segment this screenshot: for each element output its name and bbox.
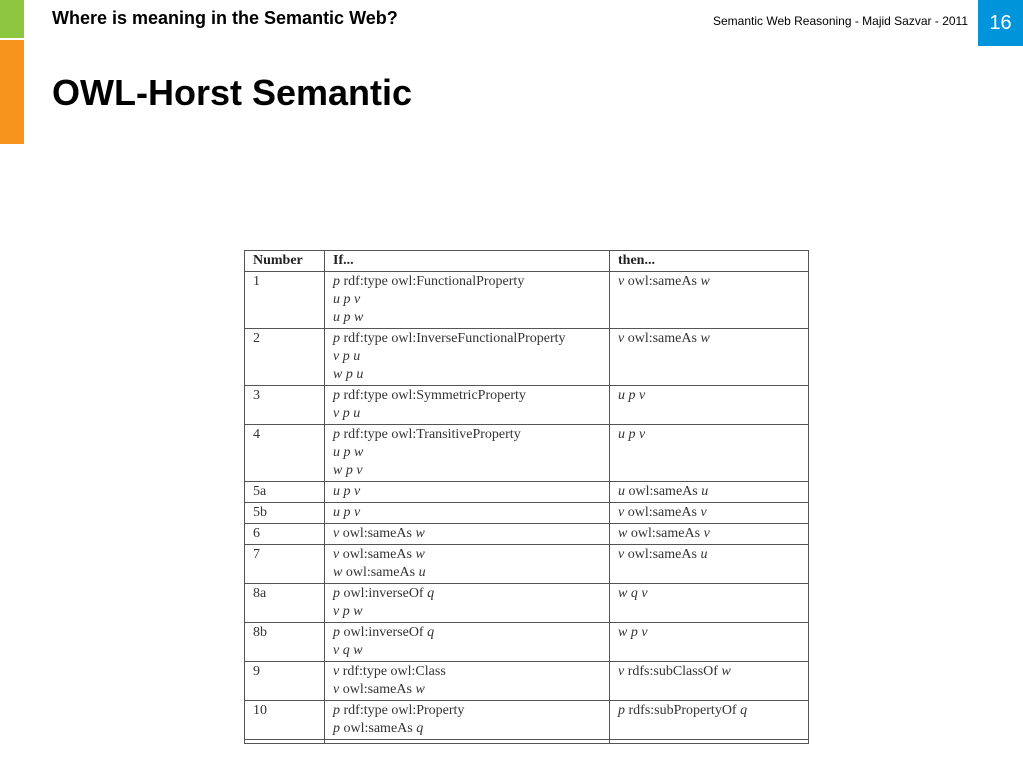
rule-if-line: p owl:sameAs q	[333, 721, 424, 736]
rule-then-line: u owl:sameAs u	[618, 484, 709, 499]
rule-then-line: u p v	[618, 427, 646, 442]
rule-number: 10	[245, 701, 325, 740]
table-row	[245, 524, 809, 545]
rule-then-line: v rdfs:subClassOf w	[618, 664, 731, 679]
slide-number: 16	[978, 0, 1023, 46]
table-row	[245, 503, 809, 524]
rule-if-line: u p w	[333, 310, 364, 325]
header-title: Where is meaning in the Semantic Web?	[52, 8, 398, 28]
rule-if-line: u p w	[333, 445, 364, 460]
table-row	[245, 584, 809, 623]
rule-number: 5a	[245, 482, 325, 503]
rule-if-line: u p v	[333, 484, 361, 499]
spacer-cell	[325, 740, 610, 744]
rule-if-line: p owl:inverseOf q	[333, 586, 435, 601]
rule-if-line: v rdf:type owl:Class	[333, 664, 446, 679]
rule-if-line: v p u	[333, 349, 361, 364]
rule-if-line: w owl:sameAs u	[333, 565, 426, 580]
rule-if-line: u p v	[333, 505, 361, 520]
rule-number: 1	[245, 272, 325, 329]
rule-then-line: w owl:sameAs v	[618, 526, 710, 541]
rule-if-line: v owl:sameAs w	[333, 547, 425, 562]
rule-then-line: u p v	[618, 388, 646, 403]
rule-then-cell	[610, 545, 809, 584]
rule-if-cell	[325, 482, 610, 503]
rule-if-cell	[325, 386, 610, 425]
spacer-cell	[610, 740, 809, 744]
rule-then-cell	[610, 329, 809, 386]
rules-table	[244, 250, 809, 744]
rule-number: 5b	[245, 503, 325, 524]
rule-number: 4	[245, 425, 325, 482]
rule-then-cell	[610, 623, 809, 662]
rule-if-cell	[325, 503, 610, 524]
rule-then-cell	[610, 701, 809, 740]
rule-then-cell	[610, 524, 809, 545]
rule-number: 8b	[245, 623, 325, 662]
rule-if-cell	[325, 623, 610, 662]
rule-if-line: p rdf:type owl:Property	[333, 703, 465, 718]
green-accent-bar	[0, 0, 24, 38]
rule-then-cell	[610, 386, 809, 425]
spacer-cell	[245, 740, 325, 744]
rule-if-line: w p u	[333, 367, 364, 382]
rule-if-line: w p v	[333, 463, 363, 478]
footer-text: Semantic Web Reasoning - Majid Sazvar - 2011	[712, 14, 968, 28]
table-bottom-spacer	[245, 740, 809, 744]
rule-then-cell	[610, 425, 809, 482]
rule-then-line: v owl:sameAs u	[618, 547, 708, 562]
rule-then-cell	[610, 503, 809, 524]
rules-table-body	[245, 272, 809, 744]
rule-if-cell	[325, 545, 610, 584]
table-row	[245, 545, 809, 584]
rule-then-line: v owl:sameAs v	[618, 505, 707, 520]
rule-if-line: p owl:inverseOf q	[333, 625, 435, 640]
slide-title: OWL-Horst Semantic	[52, 72, 413, 113]
rule-number: 9	[245, 662, 325, 701]
column-header-number: Number	[245, 251, 325, 272]
rule-then-cell	[610, 662, 809, 701]
rule-if-cell	[325, 524, 610, 545]
rule-then-cell	[610, 584, 809, 623]
orange-accent-bar	[0, 40, 24, 144]
table-row	[245, 623, 809, 662]
rule-then-cell	[610, 272, 809, 329]
rule-then-line: v owl:sameAs w	[618, 274, 710, 289]
rule-if-line: p rdf:type owl:InverseFunctionalProperty	[333, 331, 566, 346]
rule-if-line: v owl:sameAs w	[333, 682, 425, 697]
table-row	[245, 386, 809, 425]
rule-number: 8a	[245, 584, 325, 623]
table-row	[245, 272, 809, 329]
rule-if-line: v owl:sameAs w	[333, 526, 425, 541]
rule-if-line: u p v	[333, 292, 361, 307]
column-header-if: If...	[325, 251, 610, 272]
rule-if-line: p rdf:type owl:SymmetricProperty	[333, 388, 526, 403]
rule-number: 2	[245, 329, 325, 386]
rule-then-line: w q v	[618, 586, 648, 601]
rule-number: 3	[245, 386, 325, 425]
table-row	[245, 701, 809, 740]
rule-if-line: v p w	[333, 604, 363, 619]
rule-if-line: p rdf:type owl:TransitiveProperty	[333, 427, 521, 442]
rule-if-cell	[325, 662, 610, 701]
rule-if-cell	[325, 329, 610, 386]
rule-if-cell	[325, 701, 610, 740]
table-row	[245, 329, 809, 386]
rule-number: 7	[245, 545, 325, 584]
rule-if-line: p rdf:type owl:FunctionalProperty	[333, 274, 525, 289]
rule-then-line: p rdfs:subPropertyOf q	[618, 703, 748, 718]
table-header-row	[245, 251, 809, 272]
rule-if-cell	[325, 272, 610, 329]
table-row	[245, 425, 809, 482]
rule-number: 6	[245, 524, 325, 545]
rule-then-line: w p v	[618, 625, 648, 640]
rule-if-line: v q w	[333, 643, 363, 658]
rule-if-line: v p u	[333, 406, 361, 421]
table-row	[245, 482, 809, 503]
column-header-then: then...	[610, 251, 809, 272]
rule-then-line: v owl:sameAs w	[618, 331, 710, 346]
table-row	[245, 662, 809, 701]
rule-if-cell	[325, 425, 610, 482]
rule-if-cell	[325, 584, 610, 623]
rule-then-cell	[610, 482, 809, 503]
